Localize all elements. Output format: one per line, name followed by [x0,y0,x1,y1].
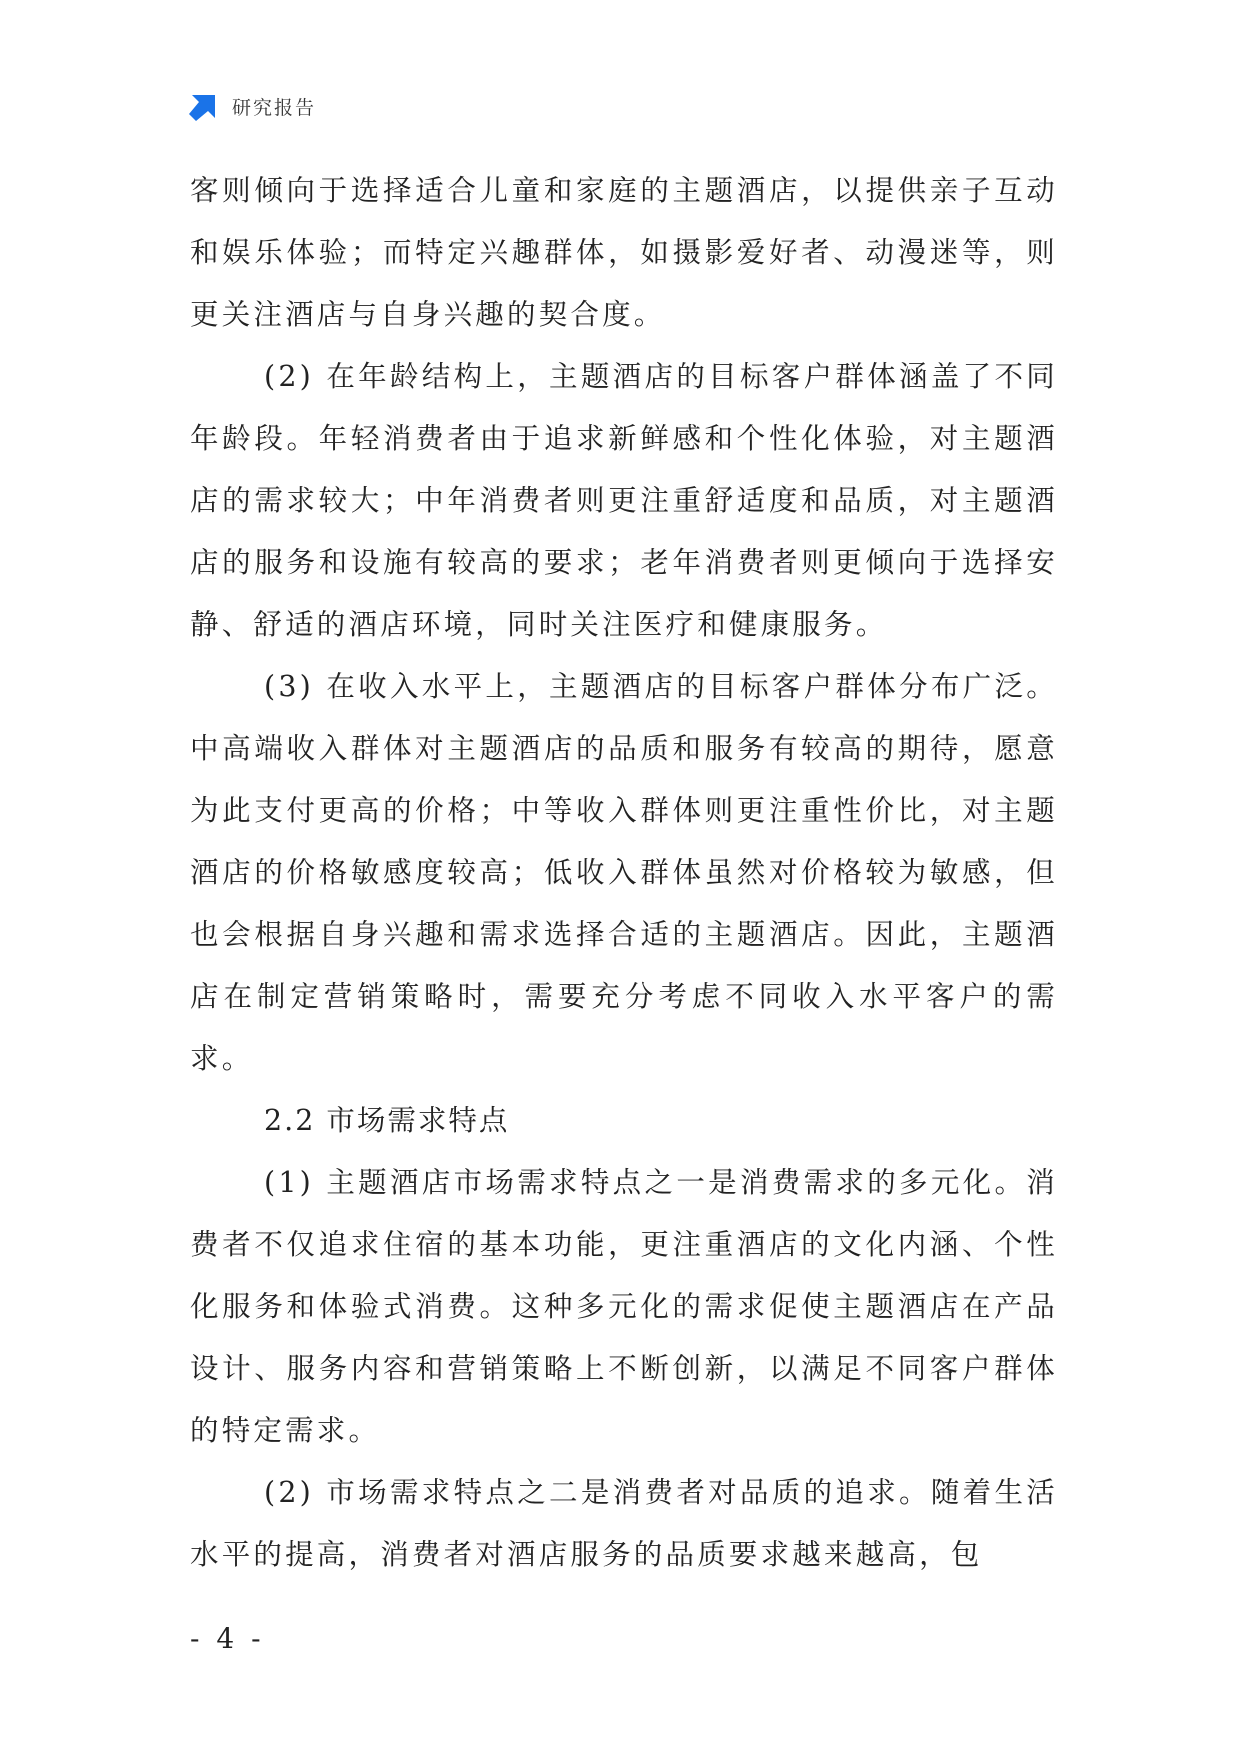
page-header [188,88,316,124]
paragraph-2: (2) 在年龄结构上，主题酒店的目标客户群体涵盖了不同年龄段。年轻消费者由于追求新鲜感和个性化体验，对主题酒店的需求较大；中年消费者则更注重舒适度和品质，对主题酒店的服务和设施有较高的要求；老年消费者则更倾向于选择安静、舒适的酒店环境，同时关注医疗和健康服务。 [190,360,1058,641]
paragraph-1: 客则倾向于选择适合儿童和家庭的主题酒店，以提供亲子互动和娱乐体验；而特定兴趣群体，如摄影爱好者、动漫迷等，则更关注酒店与自身兴趣的契合度。 [190,174,1058,331]
section-heading: 2.2 市场需求特点 [264,1104,510,1137]
paragraph-3: (3) 在收入水平上，主题酒店的目标客户群体分布广泛。中高端收入群体对主题酒店的品质和服务有较高的期待，愿意为此支付更高的价格；中等收入群体则更注重性价比，对主题酒店的价格敏感度较高；低收入群体虽然对价格较为敏感，但也会根据自身兴趣和需求选择合适的主题酒店。因此，主题酒店在制定营销策略时，需要充分考虑不同收入水平客户的需求。 [190,670,1058,1075]
header-title: 研究报告 [232,96,317,119]
document-body [190,160,1058,1586]
paragraph-4: (1) 主题酒店市场需求特点之一是消费需求的多元化。消费者不仅追求住宿的基本功能，更注重酒店的文化内涵、个性化服务和体验式消费。这种多元化的需求促使主题酒店在产品设计、服务内容和营销策略上不断创新，以满足不同客户群体的特定需求。 [190,1166,1058,1447]
page-number: - 4 - [190,1622,265,1655]
paragraph-5: (2) 市场需求特点之二是消费者对品质的追求。随着生活水平的提高，消费者对酒店服务的品质要求越来越高，包 [190,1476,1058,1571]
arrow-up-right-icon [188,90,220,122]
